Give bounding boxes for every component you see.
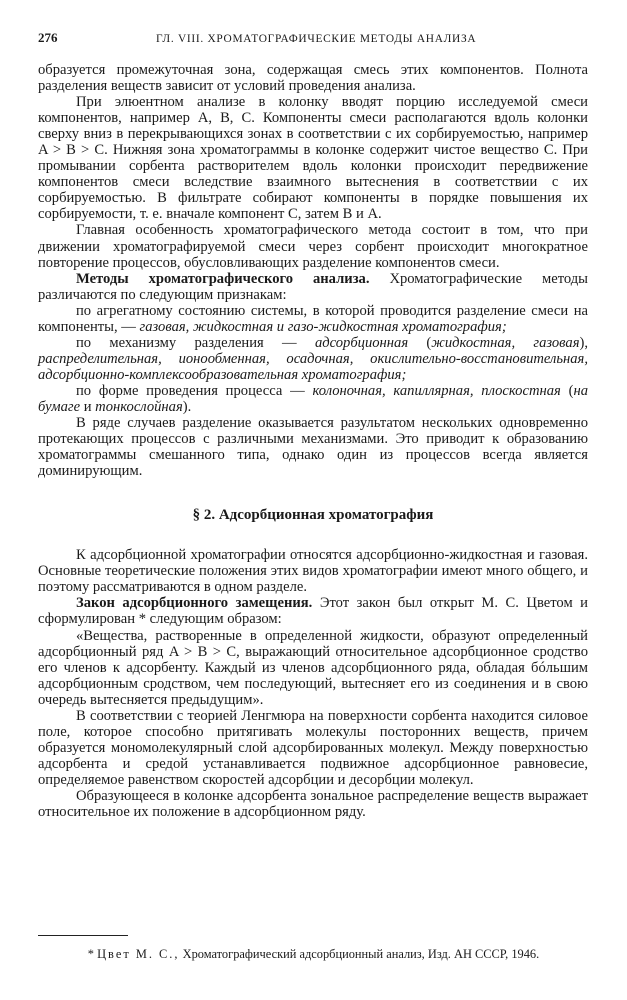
paragraph: При элюентном анализе в колонку вводят порцию исследуемой смеси компонентов, например А, В, С. Компоненты смеси располагаются вдоль колонки сверху вниз в перекрывающихся зонах в соответствии с их сорбируемостью, например A > B > C. Нижняя зона хроматограммы в колонке содержит чистое вещество С. При промывании сорбента растворителем вдоль колонки происходит передвижение компонентов смеси вследствие взаимного вытеснения в соответствии с их сорбируемостью. В фильтрате собирают компоненты в порядке повышения их сорбируемости, т. е. вначале компонент С, затем В и А. bbox=[38, 94, 588, 223]
italic-term: на бумаге bbox=[38, 382, 589, 415]
footnote bbox=[38, 946, 589, 962]
italic-term: жидкостная, газовая bbox=[431, 334, 580, 351]
italic-term: распределительная, ионообменная, осадочная, окислительно-восстановительная, адсорбционно-комплексообразовательная хроматография; bbox=[38, 350, 588, 383]
italic-term: газовая, жидкостная и газо-жидкостная хроматография; bbox=[139, 318, 507, 335]
list-item-text: по агрегатному состоянию системы, в которой проводится разделение смеси на компоненты, — bbox=[38, 302, 588, 335]
footnote-marker: * bbox=[87, 947, 94, 961]
list-item bbox=[38, 303, 588, 335]
conjunction: и bbox=[83, 398, 92, 415]
paragraph: образуется промежуточная зона, содержащая смесь этих компонентов. Полнота разделения веществ зависит от условий проведения анализа. bbox=[38, 62, 588, 95]
quotation: «Вещества, растворенные в определенной жидкости, образуют определенный адсорбционный ряд A > B > C, выражающий относительное адсорбционное сродство его членов к адсорбенту. Каждый из членов адсорбционного ряда, обладая бóльшим адсорбционным сродством, чем последующий, вытесняет его из соединения и в свою очередь вытесняется предыдущим». bbox=[38, 627, 588, 708]
paragraph-text: Этот закон был открыт М. С. Цветом и сформулирован * следующим образом: bbox=[38, 595, 588, 628]
paren: ( bbox=[426, 334, 432, 351]
list-item-text: по форме проведения процесса — bbox=[76, 382, 305, 399]
paren: ( bbox=[568, 382, 574, 399]
paragraph-methods bbox=[38, 271, 588, 303]
italic-term: тонкослойная bbox=[95, 398, 183, 415]
paragraph: К адсорбционной хроматографии относятся адсорбционно-жидкостная и газовая. Основные теоретические положения этих видов хроматографии имеют много общего, и поэтому рассматриваются в одном разделе. bbox=[38, 547, 588, 596]
list-item-text: по механизму разделения — bbox=[76, 334, 297, 351]
paragraph: В соответствии с теорией Ленгмюра на поверхности сорбента находится силовое поле, которое способно притягивать молекулы посторонних веществ, причем образуется мономолекулярный слой адсорбированных молекул. Между поверхностью адсорбента и средой устанавливается подвижное адсорбционное равновесие, определяемое равенством скоростей адсорбции и десорбции молекул. bbox=[38, 707, 588, 788]
paragraph: В ряде случаев разделение оказывается разультатом нескольких одновременно протекающих процессов с различными механизмами. Это приводит к образованию хроматограммы смешанного типа, однако один из процессов всегда является доминирующим. bbox=[38, 415, 588, 480]
run-in-heading: Закон адсорбционного замещения. bbox=[76, 595, 313, 612]
section-title: § 2. Адсорбционная хроматография bbox=[192, 507, 434, 524]
paragraph-text: Хроматографические методы различаются по следующим признакам: bbox=[38, 270, 588, 303]
paragraph: Образующееся в колонке адсорбента зональное распределение веществ выражает относительное их положение в адсорбционном ряду. bbox=[38, 787, 588, 821]
list-item bbox=[38, 335, 588, 383]
running-title: ГЛ. VIII. ХРОМАТОГРАФИЧЕСКИЕ МЕТОДЫ АНАЛИЗА bbox=[156, 33, 477, 45]
footnote-author: Цвет М. С., bbox=[97, 947, 180, 961]
paren: ). bbox=[182, 398, 192, 415]
italic-term: колоночная, капиллярная, плоскостная bbox=[312, 382, 561, 399]
list-item bbox=[38, 383, 588, 415]
footnote-rule bbox=[38, 935, 128, 936]
page-header bbox=[38, 30, 589, 48]
page-number: 276 bbox=[38, 30, 58, 45]
run-in-heading: Методы хроматографического анализа. bbox=[76, 270, 370, 287]
footnote-text: Хроматографический адсорбционный анализ, Изд. АН СССР, 1946. bbox=[182, 947, 540, 961]
paragraph: Главная особенность хроматографического метода состоит в том, что при движении хроматографируемой смеси через сорбент происходит многократное повторение процессов, обусловливающих разделение компонентов смеси. bbox=[38, 222, 588, 271]
paragraph-law bbox=[38, 595, 588, 627]
main-text bbox=[38, 62, 588, 820]
italic-term: адсорбционная bbox=[314, 334, 409, 351]
paren: ), bbox=[579, 334, 589, 351]
